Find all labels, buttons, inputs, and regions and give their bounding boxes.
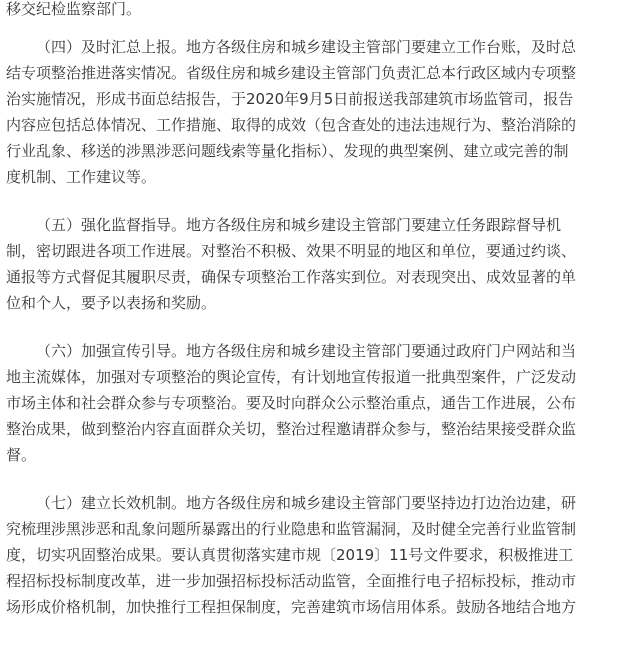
section-7-heading-line: （七）建立长效机制。地方各级住房和城乡建设主管部门要坚持边打边治边建，研 <box>36 494 577 512</box>
text-line: 究梳理涉黑涉恶和乱象问题所暴露出的行业隐患和监管漏洞，及时健全完善行业监管制 <box>6 520 577 538</box>
text-line: 行业乱象、移送的涉黑涉恶问题线索等量化指标）、发现的典型案例、建立或完善的制 <box>6 142 569 160</box>
text-line: 内容应包括总体情况、工作措施、取得的成效（包含查处的违法违规行为、整治消除的 <box>6 116 577 134</box>
text-line: 度，切实巩固整治成果。要认真贯彻落实建市规〔2019〕11号文件要求，积极推进工 <box>6 546 574 564</box>
text-line: 结专项整治推进落实情况。省级住房和城乡建设主管部门负责汇总本行政区域内专项整 <box>6 64 577 82</box>
section-5-heading-line: （五）强化监督指导。地方各级住房和城乡建设主管部门要建立任务跟踪督导机 <box>36 216 562 234</box>
text-line: 场形成价格机制，加快推行工程担保制度，完善建筑市场信用体系。鼓励各地结合地方 <box>6 598 577 616</box>
text-line: 督。 <box>6 446 37 464</box>
text-line: 市场主体和社会群众参与专项整治。要及时向群众公示整治重点，通告工作进展，公布 <box>6 394 577 412</box>
text-line: 度机制、工作建议等。 <box>6 168 157 186</box>
text-line: 移交纪检监察部门。 <box>6 0 142 18</box>
text-line: 地主流媒体，加强对专项整治的舆论宣传，有计划地宣传报道一批典型案件，广泛发动 <box>6 368 577 386</box>
text-line: 程招标投标制度改革，进一步加强招标投标活动监管，全面推行电子招标投标，推动市 <box>6 572 577 590</box>
section-4-heading-line: （四）及时汇总上报。地方各级住房和城乡建设主管部门要建立工作台账，及时总 <box>36 38 577 56</box>
text-line: 整治成果，做到整治内容直面群众关切，整治过程邀请群众参与，整治结果接受群众监 <box>6 420 577 438</box>
section-6-heading-line: （六）加强宣传引导。地方各级住房和城乡建设主管部门要通过政府门户网站和当 <box>36 342 577 360</box>
text-line: 位和个人，要予以表扬和奖励。 <box>6 294 217 312</box>
text-line: 治实施情况，形成书面总结报告，于2020年9月5日前报送我部建筑市场监管司，报告 <box>6 90 574 108</box>
text-line: 制，密切跟进各项工作进展。对整治不积极、效果不明显的地区和单位，要通过约谈、 <box>6 242 577 260</box>
text-line: 通报等方式督促其履职尽责，确保专项整治工作落实到位。对表现突出、成效显著的单 <box>6 268 577 286</box>
